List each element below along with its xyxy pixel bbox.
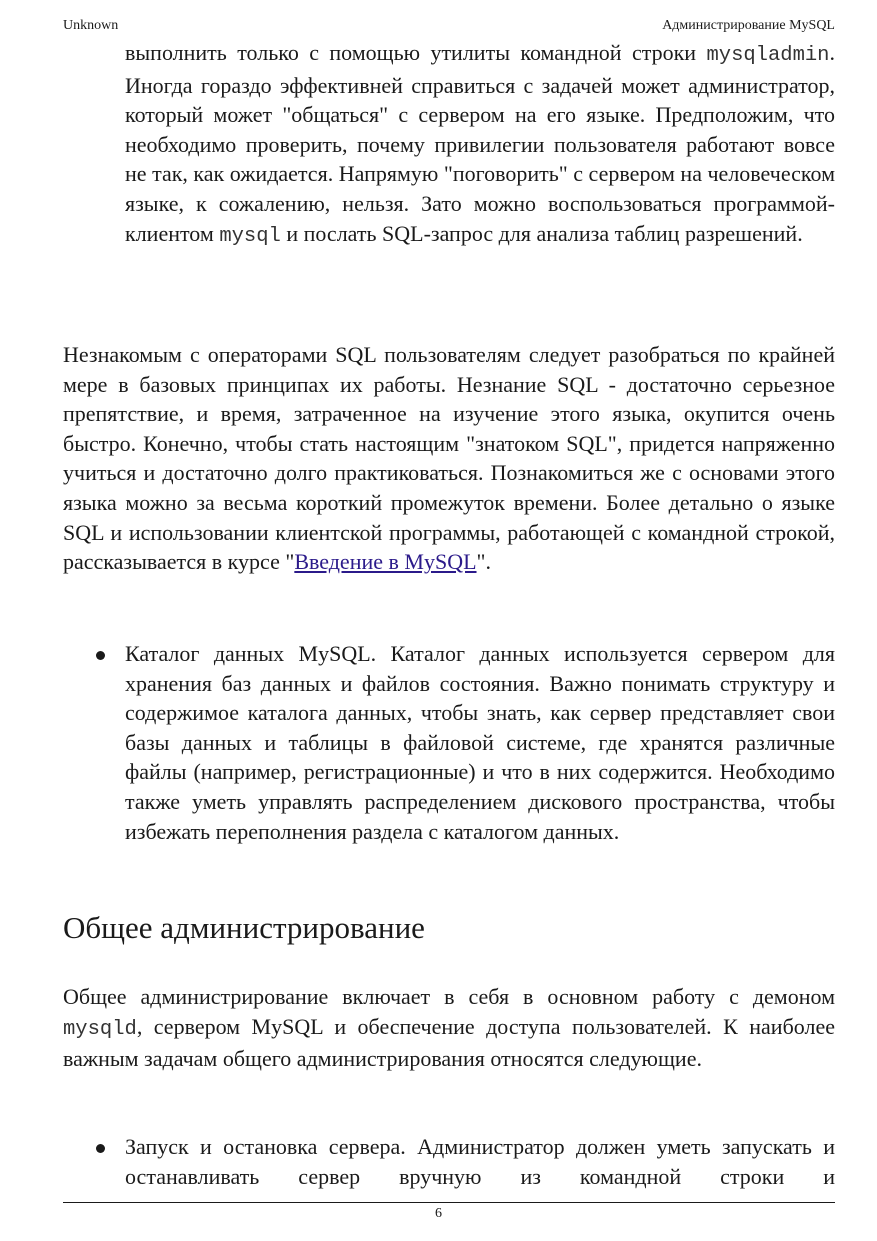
list-item-server-start	[125, 1132, 835, 1191]
code-mysql: mysql	[219, 224, 281, 248]
continued-list-item	[125, 38, 835, 251]
page-header	[63, 17, 835, 35]
text-segment: . Иногда гораздо эффективней справиться с задачей может администратор, который может "общаться" с сервером на его языке. Предположим, что необходимо проверить, почему привилегии пользователя работают вовсе не так, как ожидается. Напрямую "поговорить" с сервером на человеческом языке, к сожалению, нельзя. Зато можно воспользоваться программой-клиентом	[125, 40, 835, 246]
bullet-icon	[96, 1144, 105, 1153]
code-mysqladmin: mysqladmin	[706, 44, 830, 67]
code-mysqld: mysqld	[63, 1017, 137, 1041]
list-item-text: Каталог данных MySQL. Каталог данных используется сервером для хранения баз данных и файлов состояния. Важно понимать структуру и содержимое каталога данных, чтобы знать, как сервер представляет свои базы данных и таблицы в файловой системе, где хранятся различные файлы (например, регистрационные) и что в них содержится. Необходимо также уметь управлять распределением дискового пространства, чтобы избежать переполнения раздела с каталогом данных.	[125, 641, 835, 844]
list-item-data-directory	[125, 639, 835, 846]
footer-divider	[63, 1202, 835, 1203]
bullet-icon	[96, 651, 105, 660]
course-link[interactable]: Введение в MySQL	[294, 549, 477, 575]
text-segment: выполнить только с помощью утилиты командной строки	[125, 40, 707, 65]
paragraph-sql-intro	[63, 340, 835, 577]
text-segment: Незнакомым с операторами SQL пользователям следует разобраться по крайней мере в базовых принципах их работы. Незнание SQL - достаточно серьезное препятствие, и время, затраченное на изучение этого языка, окупится очень быстро. Конечно, чтобы стать настоящим "знатоком SQL", придется напряженно учиться и достаточно долго практиковаться. Познакомиться же с основами этого языка можно за весьма короткий промежуток времени. Более детально о языке SQL и использовании клиентской программы, работающей с командной строкой, рассказывается в курсе "	[63, 342, 835, 575]
section-heading: Общее администрирование	[63, 910, 425, 945]
paragraph-general-admin	[63, 982, 835, 1074]
text-segment: Общее администрирование включает в себя в основном работу с демоном	[63, 984, 835, 1009]
text-segment: ".	[476, 549, 491, 575]
header-left: Unknown	[63, 18, 119, 33]
header-right: Администрирование MySQL	[662, 18, 835, 33]
text-segment: , сервером MySQL и обеспечение доступа пользователей. К наиболее важным задачам общего администрирования относятся следующие.	[63, 1013, 835, 1072]
page-number: 6	[435, 1206, 442, 1221]
text-segment: и послать SQL-запрос для анализа таблиц разрешений.	[280, 220, 803, 246]
list-item-text: Запуск и остановка сервера. Администратор должен уметь запускать и останавливать сервер вручную из командной строки и	[125, 1134, 835, 1189]
